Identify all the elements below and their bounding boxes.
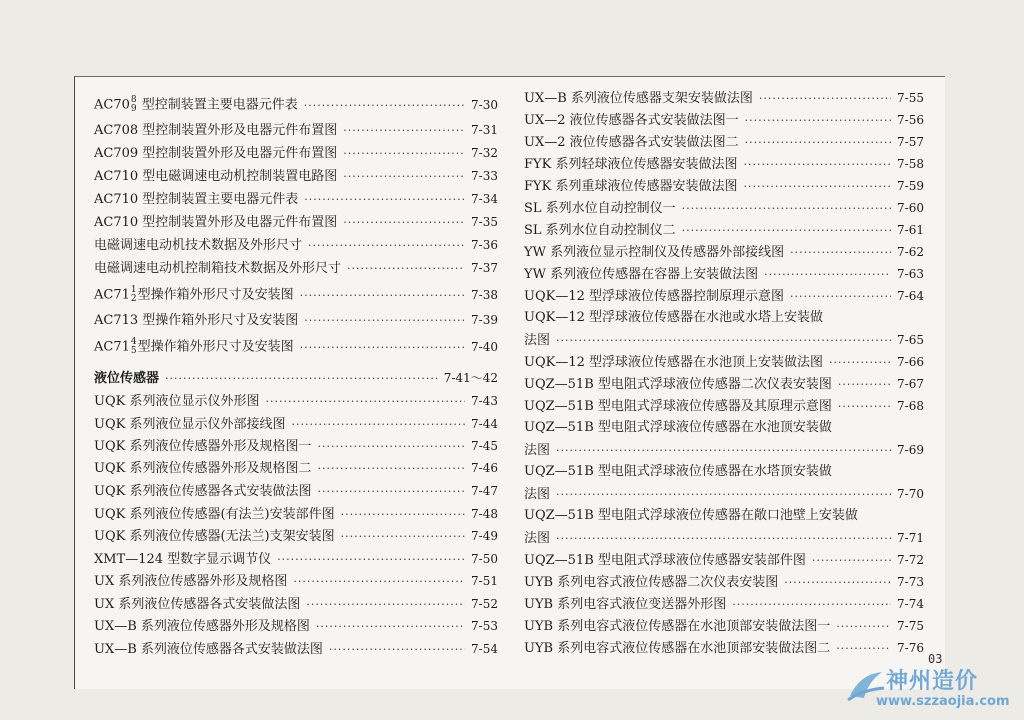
toc-entry[interactable] [524,508,924,524]
leader-dots [300,340,465,356]
fraction-bottom: 2 [130,294,137,304]
leader-dots [329,642,465,658]
toc-entry-page: 7-70 [897,487,924,501]
fraction-bottom: 5 [130,346,137,356]
toc-entry-page: 7-50 [471,552,498,566]
leader-dots [784,575,891,591]
toc-entry-title: YW 系列液位显示控制仪及传感器外部接线图 [524,245,785,260]
leader-dots [343,215,465,231]
toc-entry[interactable] [94,191,498,208]
toc-entry-title: 电磁调速电动机技术数据及外形尺寸 [94,238,303,253]
toc-entry-page: 7-59 [897,179,924,193]
leader-dots [836,619,891,635]
fraction-bottom: 9 [130,104,137,114]
toc-entry-page: 7-46 [471,461,498,475]
toc-entry-title-prefix: AC71 [94,339,130,355]
toc-entry[interactable] [94,237,498,254]
toc-entry-title: UX—B 系列液位传感器各式安装做法图 [94,642,323,657]
leader-dots [317,439,465,455]
toc-entry-page: 7-40 [471,339,498,354]
toc-entry-title: UX—2 液位传感器各式安装做法图二 [524,135,739,150]
toc-entry[interactable] [524,200,924,217]
model-fraction [131,96,137,114]
toc-entry-page: 7-53 [471,619,498,633]
leader-dots [317,461,465,477]
model-fraction [131,338,137,356]
toc-entry[interactable] [94,551,498,568]
toc-entry[interactable] [524,310,924,326]
toc-entry-title: UQK—12 型浮球液位传感器控制原理示意图 [524,289,785,304]
toc-entry-page: 7-75 [897,619,924,633]
leader-dots [682,223,891,239]
watermark-url: www.szzaojia.com [876,694,1010,709]
fraction-top: 1 [130,285,137,295]
toc-entry[interactable] [524,464,924,480]
toc-entry[interactable] [524,640,924,657]
toc-entry-title: UYB 系列电容式液位传感器二次仪表安装图 [524,575,779,590]
leader-dots [836,641,891,657]
toc-entry-title: FYK 系列轻球液位传感器安装做法图 [524,157,738,172]
leader-dots [343,169,465,185]
toc-entry-title: 电磁调速电动机控制箱技术数据及外形尺寸 [94,261,342,276]
toc-entry-page: 7-72 [897,553,924,567]
toc-entry-title: UQK 系列液位传感器(有法兰)安装部件图 [94,507,335,522]
toc-entry-title: UQK 系列液位传感器各式安装做法图 [94,484,312,499]
toc-entry-title: UQZ—51B 型电阻式浮球液位传感器在水塔顶安装做 [524,464,832,479]
toc-entry-title-prefix: AC70 [94,97,130,113]
toc-entry-title: UX—B 系列液位传感器支架安装做法图 [524,91,753,106]
toc-entry[interactable] [524,376,924,393]
toc-entry-title-suffix: 型操作箱外形尺寸及安装图 [137,287,294,303]
leader-dots [743,179,891,195]
toc-entry-title: SL 系列水位自动控制仪二 [524,223,676,238]
toc-entry-title [94,96,298,114]
toc-entry-page: 7-68 [897,399,924,413]
toc-entry[interactable] [524,574,924,591]
toc-entry-page: 7-48 [471,507,498,521]
toc-entry-page: 7-47 [471,484,498,498]
toc-entry-page: 7-73 [897,575,924,589]
leader-dots [277,552,465,568]
toc-entry-page: 7-44 [471,417,498,431]
leader-dots [304,192,465,208]
leader-dots [838,377,891,393]
toc-entry-page: 7-33 [471,169,498,183]
leader-dots [316,619,465,635]
toc-entry-page: 7-55 [897,91,924,105]
toc-entry[interactable] [94,528,498,545]
toc-entry-title: AC710 型控制装置主要电器元件表 [94,192,299,207]
toc-entry-title: UQK 系列液位传感器外形及规格图一 [94,439,312,454]
toc-entry-page: 7-36 [471,238,498,252]
leader-dots [838,399,891,415]
toc-entry-page: 7-37 [471,261,498,275]
toc-entry[interactable] [524,618,924,635]
toc-entry[interactable] [94,145,498,162]
toc-entry-title: 法图 [524,333,551,348]
toc-entry-page: 7-56 [897,113,924,127]
toc-entry-page: 7-66 [897,355,924,369]
toc-entry-title: AC708 型控制装置外形及电器元件布置图 [94,123,338,138]
leader-dots [304,98,465,114]
toc-entry-page: 7-67 [897,377,924,391]
toc-entry[interactable] [524,552,924,569]
toc-entry-page: 7-51 [471,574,498,588]
toc-entry-page: 7-71 [897,531,924,545]
leader-dots [165,371,438,387]
toc-entry-page: 7-58 [897,157,924,171]
toc-entry-page: 7-52 [471,597,498,611]
model-fraction [131,286,137,304]
toc-entry[interactable] [94,416,498,433]
toc-entry-page: 7-30 [471,97,498,112]
leader-dots [743,157,891,173]
toc-entry-title: UQZ—51B 型电阻式浮球液位传感器二次仪表安装图 [524,377,832,392]
toc-entry[interactable] [524,398,924,415]
toc-entry-page: 7-38 [471,287,498,302]
toc-entry-title: 法图 [524,531,551,546]
toc-entry-title: UQK 系列液位传感器(无法兰)支架安装图 [94,529,335,544]
toc-entry[interactable] [524,222,924,239]
toc-entry[interactable] [94,460,498,477]
leader-dots [317,484,465,500]
toc-entry-title: UQZ—51B 型电阻式浮球液位传感器在敞口池壁上安装做 [524,508,858,523]
toc-entry[interactable] [524,332,924,349]
toc-entry-page: 7-43 [471,394,498,408]
leader-dots [745,113,891,129]
toc-entry-page: 7-64 [897,289,924,303]
toc-entry-title: UYB 系列电容式液位传感器在水池顶部安装做法图二 [524,641,831,656]
watermark-name: 神州造价 [886,669,979,694]
leader-dots [790,289,891,305]
leader-dots [300,288,465,304]
toc-entry[interactable] [524,420,924,436]
leader-dots [343,123,465,139]
toc-entry-title: UQZ—51B 型电阻式浮球液位传感器及其原理示意图 [524,399,832,414]
toc-entry[interactable] [524,244,924,261]
toc-entry[interactable] [94,641,498,658]
toc-entry-title: AC710 型电磁调速电动机控制装置电路图 [94,169,338,184]
leader-dots [291,417,465,433]
toc-entry-title-suffix: 型操作箱外形尺寸及安装图 [137,339,294,355]
leader-dots [293,574,465,590]
leader-dots [556,531,891,547]
toc-entry-title: SL 系列水位自动控制仪一 [524,201,676,216]
toc-entry[interactable] [94,338,498,356]
toc-entry-title: 液位传感器 [94,371,160,386]
leader-dots [341,529,465,545]
leader-dots [732,597,891,613]
toc-entry[interactable] [94,483,498,500]
toc-entry[interactable] [94,286,498,304]
toc-entry[interactable] [524,266,924,283]
leader-dots [790,245,891,261]
toc-entry-title: XMT—124 型数字显示调节仪 [94,552,272,567]
toc-entry-title: UQK 系列液位传感器外形及规格图二 [94,461,312,476]
toc-entry-title [94,286,294,304]
toc-entry[interactable] [94,618,498,635]
leader-dots [556,487,891,503]
toc-entry[interactable] [94,506,498,523]
toc-entry-page: 7-31 [471,123,498,137]
toc-entry[interactable] [524,442,924,459]
toc-entry[interactable] [524,530,924,547]
toc-entry[interactable] [524,156,924,173]
leader-dots [829,355,891,371]
leader-dots [265,394,465,410]
toc-entry-page: 7-60 [897,201,924,215]
leader-dots [556,443,891,459]
toc-entry[interactable] [94,260,498,277]
page-number: 03 [928,652,943,666]
toc-entry-title [94,338,294,356]
toc-entry-page: 7-65 [897,333,924,347]
leader-dots [812,553,891,569]
toc-entry[interactable] [524,596,924,613]
toc-entry-title: UQK 系列液位显示仪外部接线图 [94,417,286,432]
toc-entry[interactable] [524,178,924,195]
fraction-top: 8 [130,95,137,105]
toc-entry-title: UX 系列液位传感器外形及规格图 [94,574,288,589]
toc-entry-page: 7-45 [471,439,498,453]
toc-entry-page: 7-57 [897,135,924,149]
toc-entry-page: 7-35 [471,215,498,229]
toc-entry-title: AC710 型控制装置外形及电器元件布置图 [94,215,338,230]
leader-dots [347,261,465,277]
leader-dots [304,313,465,329]
leader-dots [745,135,891,151]
toc-entry-page: 7-32 [471,146,498,160]
toc-entry-page: 7-54 [471,642,498,656]
toc-entry-title: UX 系列液位传感器各式安装做法图 [94,597,301,612]
toc-entry[interactable] [94,96,498,114]
toc-entry-title: UQZ—51B 型电阻式浮球液位传感器在水池顶安装做 [524,420,832,435]
toc-entry-title: YW 系列液位传感器在容器上安装做法图 [524,267,759,282]
leader-dots [341,507,465,523]
toc-entry-page: 7-62 [897,245,924,259]
toc-entry[interactable] [524,486,924,503]
toc-entry[interactable] [524,354,924,371]
toc-entry[interactable] [94,168,498,185]
toc-entry-title-suffix: 型控制装置主要电器元件表 [137,97,298,113]
leader-dots [343,146,465,162]
toc-entry[interactable] [524,112,924,129]
leader-dots [682,201,891,217]
toc-entry-title: UQK—12 型浮球液位传感器在水池顶上安装做法图 [524,355,824,370]
toc-entry[interactable] [94,438,498,455]
toc-entry[interactable] [524,90,924,107]
fraction-top: 4 [130,337,137,347]
toc-entry-title: AC713 型操作箱外形尺寸及安装图 [94,313,299,328]
toc-entry[interactable] [94,122,498,139]
leader-dots [556,333,891,349]
toc-entry[interactable] [94,573,498,590]
toc-entry-title: 法图 [524,443,551,458]
toc-entry-title: UX—2 液位传感器各式安装做法图一 [524,113,739,128]
leader-dots [306,597,465,613]
toc-entry[interactable] [94,596,498,613]
watermark [846,664,1016,716]
toc-entry-page: 7-61 [897,223,924,237]
leader-dots [764,267,891,283]
toc-entry-title: FYK 系列重球液位传感器安装做法图 [524,179,738,194]
toc-entry-title: UYB 系列电容式液位传感器在水池顶部安装做法图一 [524,619,831,634]
toc-entry-page: 7-76 [897,641,924,655]
toc-entry-title: UQK—12 型浮球液位传感器在水池或水塔上安装做 [524,310,824,325]
leader-dots [759,91,891,107]
toc-entry-title: UQZ—51B 型电阻式浮球液位传感器安装部件图 [524,553,806,568]
toc-entry-page: 7-34 [471,192,498,206]
toc-entry-page: 7-41～42 [443,371,498,385]
toc-entry-title: AC709 型控制装置外形及电器元件布置图 [94,146,338,161]
toc-entry[interactable] [94,370,498,387]
toc-entry-title: UYB 系列电容式液位变送器外形图 [524,597,727,612]
toc-entry-page: 7-49 [471,529,498,543]
toc-entry-title: 法图 [524,487,551,502]
leader-dots [308,238,465,254]
toc-entry[interactable] [524,134,924,151]
toc-entry-page: 7-69 [897,443,924,457]
toc-entry[interactable] [524,288,924,305]
toc-entry-title: UX—B 系列液位传感器外形及规格图 [94,619,310,634]
toc-entry-title-prefix: AC71 [94,287,130,303]
toc-entry-page: 7-39 [471,313,498,327]
toc-entry-page: 7-74 [897,597,924,611]
toc-entry-page: 7-63 [897,267,924,281]
toc-entry-title: UQK 系列液位显示仪外形图 [94,394,260,409]
toc-entry[interactable] [94,214,498,231]
toc-entry[interactable] [94,393,498,410]
toc-entry[interactable] [94,312,498,329]
